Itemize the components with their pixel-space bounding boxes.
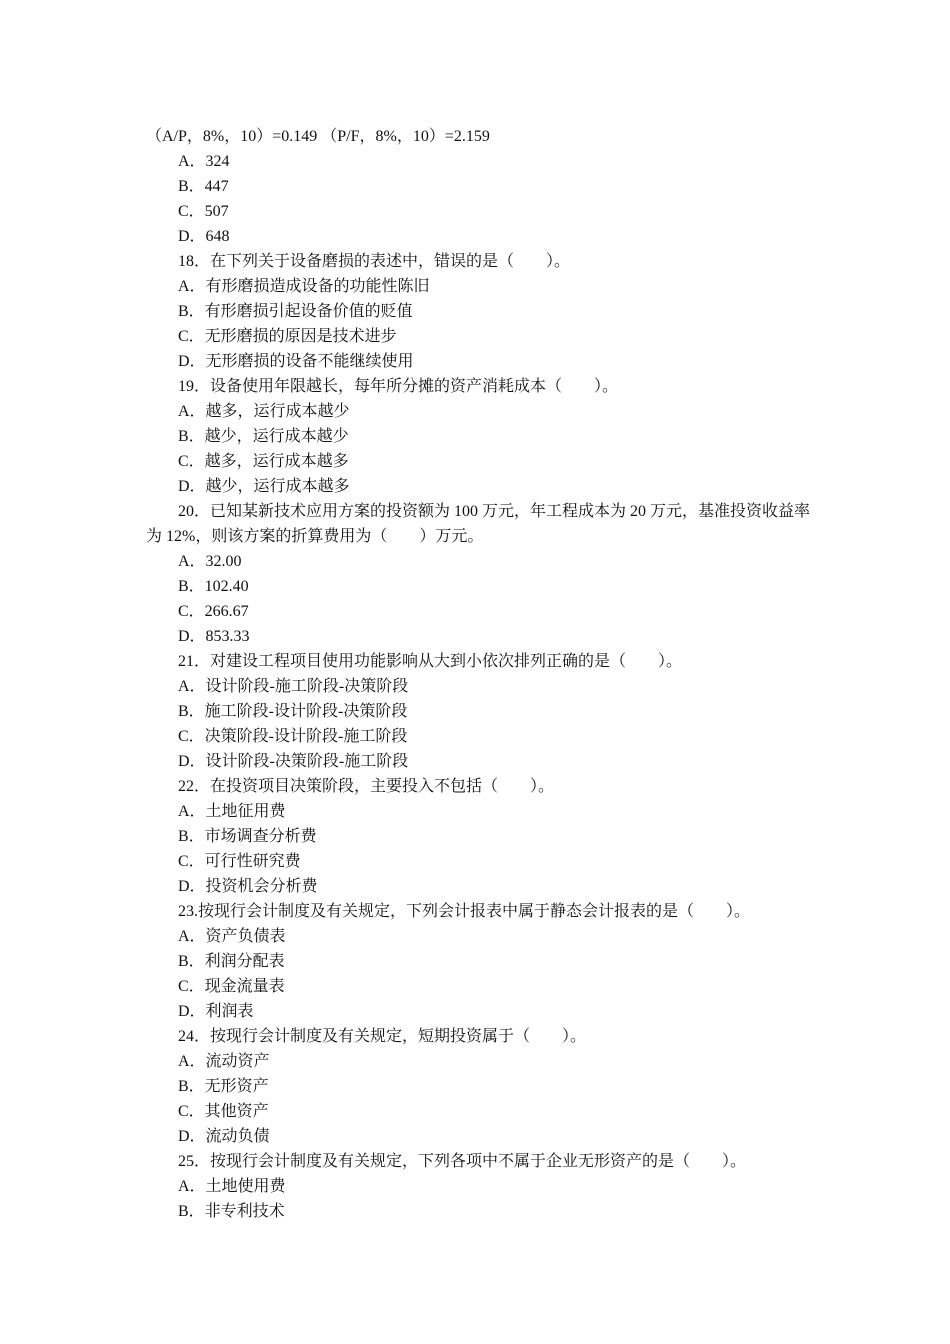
answer-option: D．648 [178,228,230,245]
answer-option: B．市场调查分析费 [178,828,317,845]
answer-option: C．266.67 [178,603,249,620]
answer-option: A．资产负债表 [178,928,286,945]
answer-option: A．流动资产 [178,1053,270,1070]
answer-option: C．507 [178,203,229,220]
question-text: 25．按现行会计制度及有关规定，下列各项中不属于企业无形资产的是（ ）。 [178,1153,747,1170]
answer-option: B．102.40 [178,578,249,595]
answer-option: D．853.33 [178,628,250,645]
question-text: 23.按现行会计制度及有关规定，下列会计报表中属于静态会计报表的是（ ）。 [178,903,751,920]
answer-option: C．越多，运行成本越多 [178,453,349,470]
answer-option: B．447 [178,178,229,195]
answer-option: A．越多，运行成本越少 [178,403,350,420]
answer-option: A．32.00 [178,553,242,570]
question-text: 22．在投资项目决策阶段，主要投入不包括（ ）。 [178,778,555,795]
answer-option: A．设计阶段-施工阶段-决策阶段 [178,678,409,695]
answer-option: C．现金流量表 [178,978,285,995]
answer-option: B．越少，运行成本越少 [178,428,349,445]
answer-option: B．施工阶段-设计阶段-决策阶段 [178,703,408,720]
question-text: 18．在下列关于设备磨损的表述中，错误的是（ ）。 [178,253,571,270]
answer-option: A．土地使用费 [178,1178,286,1195]
answer-option: A．土地征用费 [178,803,286,820]
question-text: 19．设备使用年限越长，每年所分摊的资产消耗成本（ ）。 [178,378,619,395]
answer-option: B．无形资产 [178,1078,269,1095]
answer-option: D．投资机会分析费 [178,878,318,895]
answer-option: C．无形磨损的原因是技术进步 [178,328,397,345]
question-text: 21．对建设工程项目使用功能影响从大到小依次排列正确的是（ ）。 [178,653,683,670]
answer-option: A．有形磨损造成设备的功能性陈旧 [178,278,430,295]
answer-option: C．可行性研究费 [178,853,301,870]
answer-option: D．流动负债 [178,1128,270,1145]
answer-option: D．利润表 [178,1003,254,1020]
formula-line: （A/P，8%，10）=0.149 （P/F，8%，10）=2.159 [146,128,490,145]
answer-option: C．其他资产 [178,1103,269,1120]
document-body [146,124,810,1224]
answer-option: B．非专利技术 [178,1203,285,1220]
answer-option: A．324 [178,153,230,170]
answer-option: C．决策阶段-设计阶段-施工阶段 [178,728,408,745]
answer-option: B．利润分配表 [178,953,285,970]
question-text: 20．已知某新技术应用方案的投资额为 100 万元，年工程成本为 20 万元，基准投资收益率为 12%，则该方案的折算费用为（ ）万元。 [146,503,811,545]
answer-option: D．无形磨损的设备不能继续使用 [178,353,414,370]
answer-option: D．设计阶段-决策阶段-施工阶段 [178,753,409,770]
question-text: 24．按现行会计制度及有关规定，短期投资属于（ ）。 [178,1028,587,1045]
answer-option: D．越少，运行成本越多 [178,478,350,495]
answer-option: B．有形磨损引起设备价值的贬值 [178,303,413,320]
